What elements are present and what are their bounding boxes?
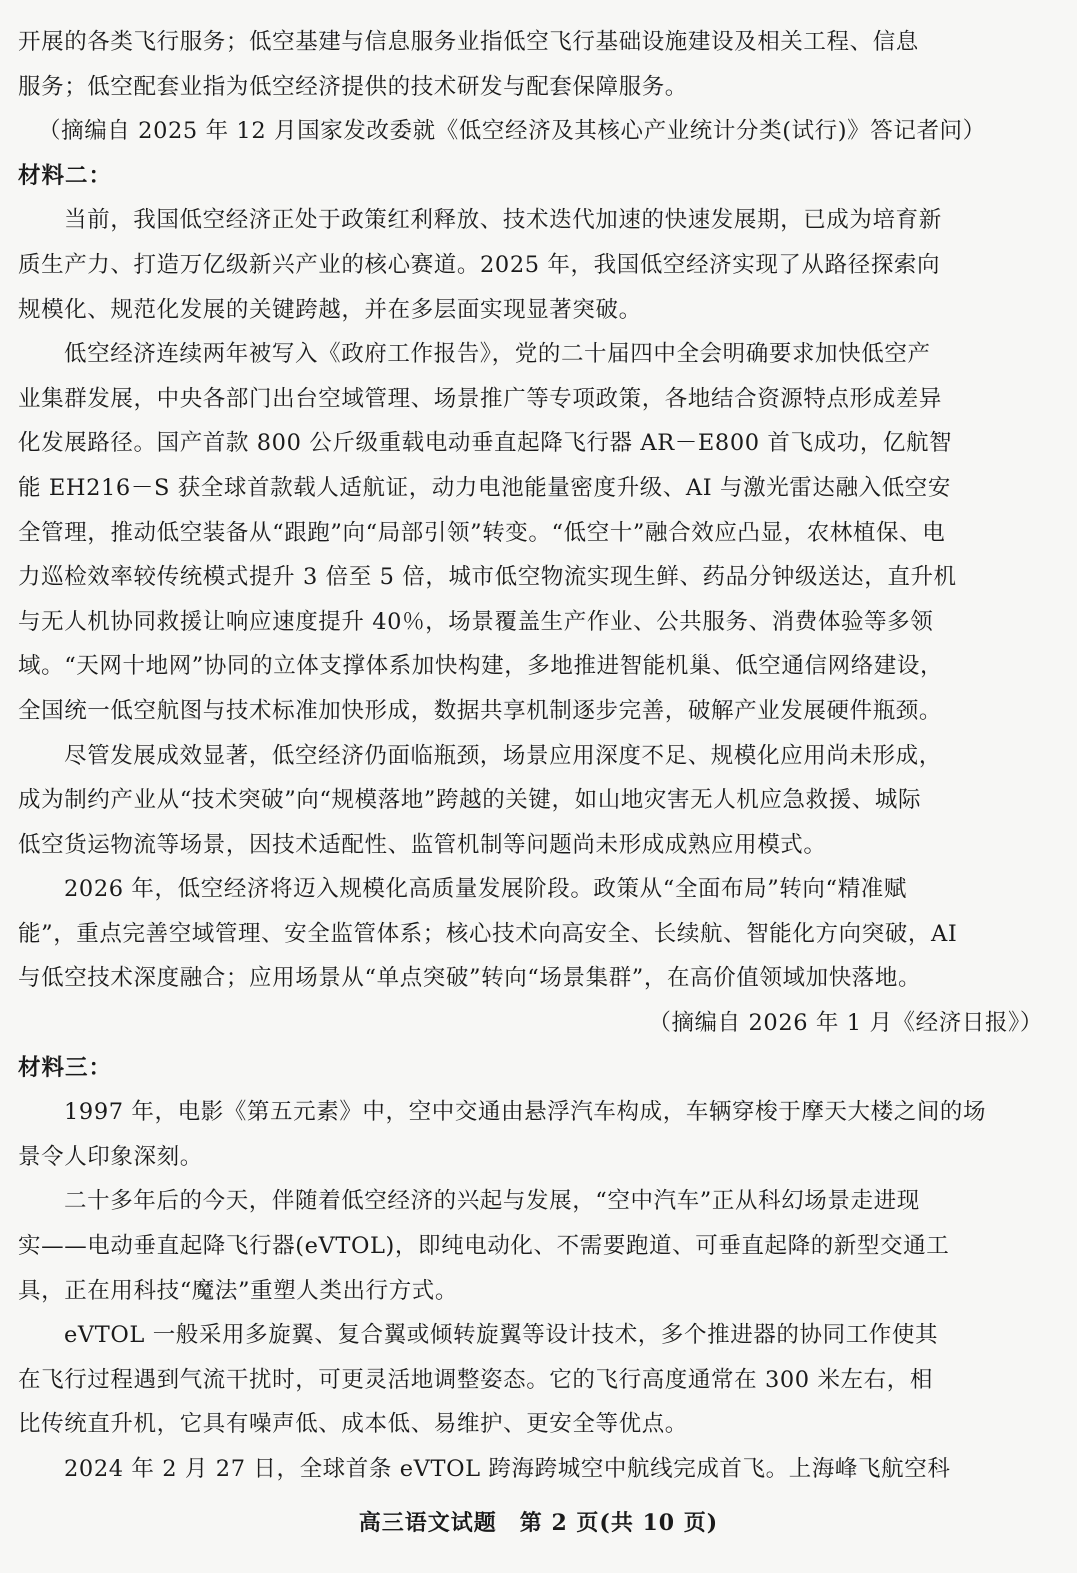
paragraph-line: 与无人机协同救援让响应速度提升 40％，场景覆盖生产作业、公共服务、消费体验等多领 <box>18 608 934 635</box>
paragraph-line: 化发展路径。国产首款 800 公斤级重载电动垂直起降飞行器 AR－E800 首飞成功，亿航智 <box>18 430 953 457</box>
paragraph-line: 2026 年，低空经济将迈入规模化高质量发展阶段。政策从“全面布局”转向“精准赋 <box>64 876 907 903</box>
paragraph-line: 服务；低空配套业指为低空经济提供的技术研发与配套保障服务。 <box>18 73 688 100</box>
paragraph-line: 景令人印象深刻。 <box>18 1143 203 1170</box>
paragraph-line: 在飞行过程遇到气流干扰时，可更灵活地调整姿态。它的飞行高度通常在 300 米左右，相 <box>18 1366 933 1393</box>
paragraph-line: 域。“天网十地网”协同的立体支撑体系加快构建，多地推进智能机巢、低空通信网络建设， <box>18 653 944 680</box>
paragraph-line: 开展的各类飞行服务；低空基建与信息服务业指低空飞行基础设施建设及相关工程、信息 <box>18 29 919 55</box>
source-citation: （摘编自 2026 年 1 月《经济日报》） <box>648 1010 1043 1037</box>
paragraph-line: 全国统一低空航图与技术标准加快形成，数据共享机制逐步完善，破解产业发展硬件瓶颈。 <box>18 697 943 724</box>
paragraph-line: 规模化、规范化发展的关键跨越，并在多层面实现显著突破。 <box>18 296 642 323</box>
paragraph-line: 实——电动垂直起降飞行器(eVTOL)，即纯电动化、不需要跑道、可垂直起降的新型交通工 <box>18 1233 950 1260</box>
material-heading: 材料二： <box>18 162 113 189</box>
paragraph-line: 能 EH216－S 获全球首款载人适航证，动力电池能量密度升级、AI 与激光雷达融入低空安 <box>18 474 951 501</box>
paragraph-line: 比传统直升机，它具有噪声低、成本低、易维护、更安全等优点。 <box>18 1411 688 1438</box>
paragraph-line: 能”，重点完善空域管理、安全监管体系；核心技术向高安全、长续航、智能化方向突破，AI <box>18 920 958 947</box>
paragraph-line: 低空经济连续两年被写入《政府工作报告》，党的二十届四中全会明确要求加快低空产 <box>64 341 931 368</box>
paragraph-line: 低空货运物流等场景，因技术适配性、监管机制等问题尚未形成成熟应用模式。 <box>18 831 827 858</box>
paragraph-line: 力巡检效率较传统模式提升 3 倍至 5 倍，城市低空物流实现生鲜、药品分钟级送达，直升机 <box>18 564 957 591</box>
material-heading: 材料三： <box>18 1054 113 1081</box>
paragraph-line: eVTOL 一般采用多旋翼、复合翼或倾转旋翼等设计技术，多个推进器的协同工作使其 <box>64 1322 939 1349</box>
paragraph-line: 当前，我国低空经济正处于政策红利释放、技术迭代加速的快速发展期，已成为培育新 <box>64 207 942 234</box>
paragraph-line: 质生产力、打造万亿级新兴产业的核心赛道。2025 年，我国低空经济实现了从路径探索向 <box>18 251 941 278</box>
page-footer: 高三语文试题 第 2 页(共 10 页) <box>358 1510 719 1536</box>
paragraph-line: 成为制约产业从“技术突破”向“规模落地”跨越的关键，如山地灾害无人机应急救援、城际 <box>18 787 922 814</box>
paragraph-line: 尽管发展成效显著，低空经济仍面临瓶颈，场景应用深度不足、规模化应用尚未形成， <box>64 742 942 769</box>
paragraph-line: 2024 年 2 月 27 日，全球首条 eVTOL 跨海跨城空中航线完成首飞。上海峰飞航空科 <box>64 1456 951 1482</box>
paragraph-line: 与低空技术深度融合；应用场景从“单点突破”转向“场景集群”，在高价值领域加快落地。 <box>18 965 922 992</box>
source-citation: （摘编自 2025 年 12 月国家发改委就《低空经济及其核心产业统计分类(试行)》答记者问） <box>38 118 986 145</box>
paragraph-line: 业集群发展，中央各部门出台空域管理、场景推广等专项政策，各地结合资源特点形成差异 <box>18 385 943 412</box>
paragraph-line: 具，正在用科技“魔法”重塑人类出行方式。 <box>18 1277 459 1304</box>
paragraph-line: 全管理，推动低空装备从“跟跑”向“局部引领”转变。“低空十”融合效应凸显，农林植保、电 <box>18 519 946 546</box>
paragraph-line: 1997 年，电影《第五元素》中，空中交通由悬浮汽车构成，车辆穿梭于摩天大楼之间的场 <box>64 1099 987 1126</box>
paragraph-line: 二十多年后的今天，伴随着低空经济的兴起与发展，“空中汽车”正从科幻场景走进现 <box>64 1188 920 1215</box>
